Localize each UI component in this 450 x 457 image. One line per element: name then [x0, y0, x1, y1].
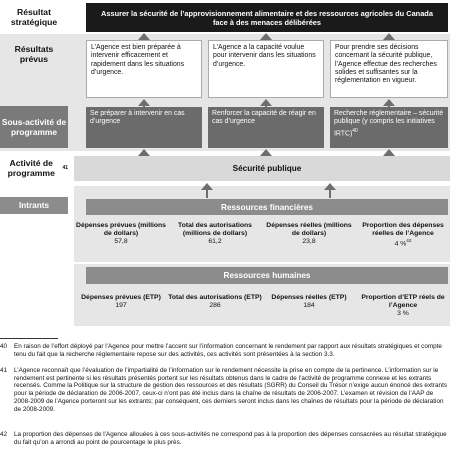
human-column-2: [168, 294, 262, 309]
human-value: 197: [115, 302, 127, 309]
footnote-41: [0, 367, 450, 431]
footnote-text: L’Agence reconnaît que l’évaluation de l’impartialité de l’information sur le rendement nécessite la prise en compte de la pertinence. L’information sur le rendement est pertinente si les résultats présentés portent sur les résultats obtenus dans le cadre de l’activité de programme connexe et les extrants recensés. Comme la Politique sur la structure de gestion des ressources et des résultats (SGRR) du Conseil du Trésor n’exige aucun énoncé des extrants pour la période de déclaration de 2006-2007, ceux-ci n’ont pas été inclus dans la chaîne de résultats de 2006-2007. L’examen et révision de l’AAP de 2008-2009 de l’Agence porteront sur les extrants; par conséquent, ces derniers seront inclus dans les chaînes de résultats pour la période de déclaration de 2008-2009.: [14, 367, 447, 413]
expected-result-text: L’Agence a la capacité voulue pour intervenir dans les situations d’urgence.: [213, 44, 316, 68]
human-column-1: [74, 294, 168, 309]
financial-column-1: [74, 222, 168, 245]
financial-title: Ressources financières: [221, 202, 313, 212]
financial-column-4: [356, 222, 450, 247]
footnote-ref: 40: [352, 127, 358, 134]
financial-header: Total des autorisations (millions de dollars): [178, 222, 252, 237]
human-column-3: [262, 294, 356, 309]
human-column-4: [356, 294, 450, 317]
human-value: 286: [209, 302, 221, 309]
up-arrow-icon: [327, 183, 333, 198]
human-header: Dépenses réelles (ETP): [271, 294, 347, 301]
human-title-bar: [86, 267, 448, 284]
expected-result-text: L’Agence est bien préparée à intervenir efficacement et rapidement dans les situations d’urgence.: [91, 44, 185, 76]
activity-box: [86, 156, 448, 181]
footnote-40: [0, 343, 450, 369]
financial-value: 61,2: [208, 238, 222, 245]
financial-table: [74, 222, 450, 258]
strategic-outcome-box: [86, 3, 448, 32]
financial-value: [356, 238, 450, 247]
row-label-text: Sous-activité de programme: [1, 117, 67, 137]
sub-activity-text: Recherche réglementaire – sécurité publique (y compris les initiatives IRTC): [334, 110, 444, 137]
up-arrow-icon: [263, 149, 269, 156]
footnote-separator: [0, 338, 58, 339]
up-arrow-icon: [386, 149, 392, 156]
row-label-activity: [0, 155, 68, 181]
row-label-expected-results: [0, 40, 68, 68]
footnote-ref: 41: [62, 165, 68, 171]
financial-value: 23,8: [302, 238, 316, 245]
sub-activity-box-1: [86, 107, 202, 148]
expected-result-box-2: [208, 40, 324, 98]
human-header: Total des autorisations (ETP): [168, 294, 262, 301]
up-arrow-icon: [263, 33, 269, 40]
financial-value: 57,8: [114, 238, 128, 245]
financial-title-bar: [86, 199, 448, 215]
financial-header: Dépenses prévues (millions de dollars): [76, 222, 166, 237]
up-arrow-icon: [386, 33, 392, 40]
human-table: [74, 294, 450, 324]
row-label-inputs: [0, 197, 68, 214]
human-value: 184: [303, 302, 315, 309]
row-label-text: Intrants: [18, 201, 50, 210]
human-title: Ressources humaines: [223, 271, 311, 280]
expected-result-box-1: [86, 40, 202, 98]
strategic-outcome-text: Assurer la sécurité de l’approvisionnement alimentaire et des ressources agricoles du Canada face à des menaces délibérées: [101, 8, 433, 27]
human-value: 3 %: [397, 310, 409, 317]
footnote-number: 42: [0, 431, 8, 438]
up-arrow-icon: [263, 99, 269, 107]
footnote-ref: 42: [406, 238, 412, 243]
footnote-number: 40: [0, 343, 8, 350]
up-arrow-icon: [204, 183, 210, 198]
row-label-sub-activity: [0, 106, 68, 148]
sub-activity-box-3: [330, 107, 448, 148]
up-arrow-icon: [386, 99, 392, 107]
sub-activity-text: Renforcer la capacité de réagir en cas d’urgence: [212, 110, 316, 126]
financial-header: Proportion des dépenses réelles de l’Agence: [362, 222, 444, 237]
expected-result-text: Pour prendre ses décisions concernant la sécurité publique, l’Agence effectue des recherches solides et suffisantes sur la réglementation en vigueur.: [335, 44, 437, 85]
activity-text: Sécurité publique: [232, 163, 302, 173]
footnote-text: En raison de l’effort déployé par l’Agence pour mettre l’accent sur l’information concernant le rendement par rapport aux résultats stratégiques et compte tenu du fait que la recherche réglementaire repose sur des activités, ces activités sont présentées à la section 3.3.: [14, 343, 442, 358]
footnote-number: 41: [0, 367, 8, 374]
up-arrow-icon: [141, 149, 147, 156]
row-label-strategic-outcome: [0, 0, 68, 34]
row-label-text: Résultats prévus: [14, 44, 54, 64]
row-label-text: Activité de programme: [7, 158, 55, 178]
human-header: Dépenses prévues (ETP): [81, 294, 161, 301]
sub-activity-text: Se préparer à intervenir en cas d’urgence: [90, 110, 185, 126]
financial-column-2: [168, 222, 262, 245]
up-arrow-icon: [141, 33, 147, 40]
row-label-text: Résultat stratégique: [10, 7, 58, 27]
financial-column-3: [262, 222, 356, 245]
footnote-text: La proportion des dépenses de l’Agence allouées à ces sous-activités ne correspond pas à la proportion des dépenses consacrées au résultat stratégique du fait qu’on a arrondi au point de pourcentage le plus près.: [14, 431, 447, 446]
sub-activity-box-2: [208, 107, 324, 148]
expected-result-box-3: [330, 40, 448, 98]
financial-value-text: 4 %: [394, 240, 407, 248]
financial-header: Dépenses réelles (millions de dollars): [266, 222, 352, 237]
footnote-42: [0, 431, 450, 455]
up-arrow-icon: [141, 99, 147, 107]
human-header: Proportion d’ETP réels de l’Agence: [361, 294, 445, 309]
